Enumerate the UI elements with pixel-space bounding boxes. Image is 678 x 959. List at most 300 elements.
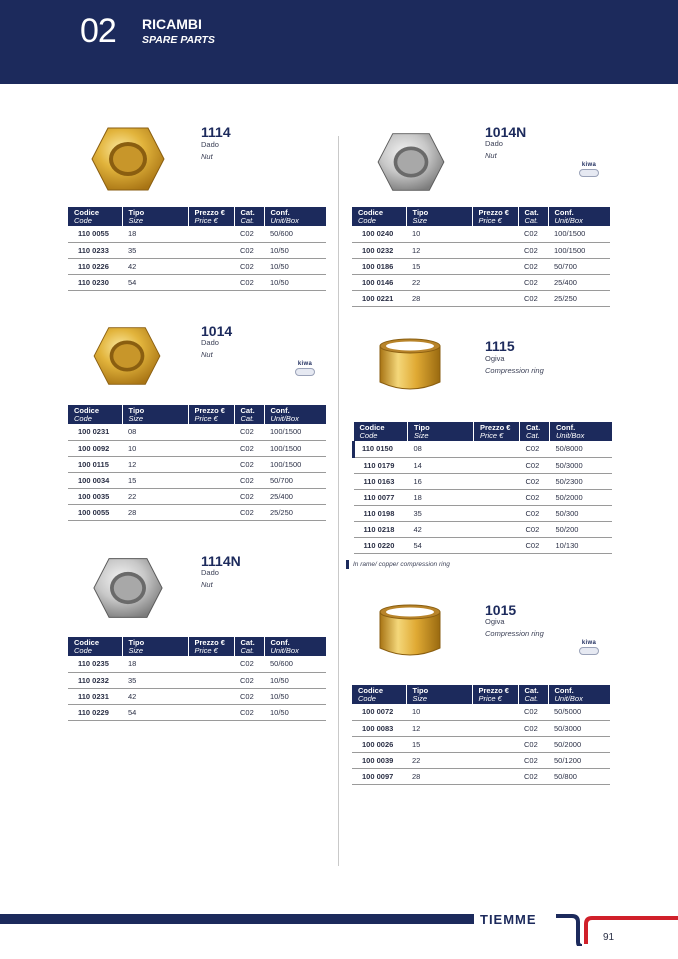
column-header-conf: [548, 685, 610, 704]
cell-cat: C02: [520, 537, 550, 553]
column-header-cat: [518, 207, 548, 226]
table-row: [68, 504, 326, 520]
table-row: [352, 242, 610, 258]
cell-cat: C02: [234, 488, 264, 504]
product-table-1014: [68, 405, 326, 521]
product-code-1114N: 1114N: [201, 553, 241, 569]
cell-box: 25/250: [264, 504, 326, 520]
cell-size: 15: [122, 472, 188, 488]
cell-cat: C02: [234, 472, 264, 488]
cell-box: 10/50: [264, 258, 326, 274]
table-row: [352, 258, 610, 274]
section-subtitle: SPARE PARTS: [142, 34, 215, 46]
product-name-1014N: Dado: [485, 139, 503, 148]
cell-code: 110 0235: [68, 656, 122, 672]
compression-ring-image: [374, 602, 446, 660]
page-header: [0, 0, 678, 84]
cell-box: 100/1500: [264, 424, 326, 440]
cell-box: 50/600: [264, 226, 326, 242]
product-table-1014N: [352, 207, 610, 307]
table-row: [352, 226, 610, 242]
column-divider: [338, 136, 339, 866]
table-row: [68, 274, 326, 290]
brass-nut-image: [92, 324, 162, 388]
cell-price: [188, 704, 234, 720]
product-name-1114: Dado: [201, 140, 219, 149]
cell-box: 50/5000: [548, 704, 610, 720]
table-header-row: [68, 637, 326, 656]
cell-price: [188, 274, 234, 290]
cell-price: [474, 521, 520, 537]
column-header-label: Cat.: [240, 638, 255, 647]
cell-cat: C02: [234, 672, 264, 688]
cell-code: 110 0218: [354, 521, 408, 537]
cell-price: [188, 440, 234, 456]
product-table-1114: [68, 207, 326, 291]
column-header-code: [352, 207, 406, 226]
cell-box: 50/200: [550, 521, 612, 537]
cell-code: 100 0232: [352, 242, 406, 258]
cell-size: 22: [122, 488, 188, 504]
cell-cat: C02: [520, 505, 550, 521]
product-name-1115: Ogiva: [485, 354, 505, 363]
cell-price: [188, 504, 234, 520]
cell-cat: C02: [518, 274, 548, 290]
cell-cat: C02: [234, 258, 264, 274]
cell-price: [472, 704, 518, 720]
column-header-label: Prezzo €: [478, 208, 509, 217]
cell-size: 35: [122, 242, 188, 258]
column-header-label: Tipo: [128, 638, 145, 647]
column-header-price: [472, 207, 518, 226]
cell-code: 110 0150: [354, 441, 408, 457]
cell-code: 100 0231: [68, 424, 122, 440]
column-header-code: [352, 685, 406, 704]
cell-code: 100 0072: [352, 704, 406, 720]
cell-size: 22: [406, 274, 472, 290]
cell-box: 50/600: [264, 656, 326, 672]
table-row: [352, 768, 610, 784]
cell-cat: C02: [234, 226, 264, 242]
column-header-code: [68, 405, 122, 424]
cell-cat: C02: [234, 704, 264, 720]
cell-size: 14: [408, 457, 474, 473]
cell-price: [188, 242, 234, 258]
column-header-type: [122, 637, 188, 656]
section-title: RICAMBI: [142, 16, 202, 32]
column-header-label: Conf.: [270, 406, 290, 415]
cell-size: 42: [408, 521, 474, 537]
column-header-label-en: Cat.: [526, 431, 540, 440]
cell-size: 28: [406, 768, 472, 784]
column-header-type: [122, 207, 188, 226]
cell-box: 50/1200: [548, 752, 610, 768]
cell-size: 42: [122, 258, 188, 274]
column-header-label: Cat.: [524, 208, 539, 217]
cell-price: [472, 242, 518, 258]
table-row: [352, 752, 610, 768]
column-header-label: Prezzo €: [478, 686, 509, 695]
table-row: [352, 274, 610, 290]
column-header-price: [472, 685, 518, 704]
cell-size: 10: [406, 226, 472, 242]
cell-size: 12: [406, 242, 472, 258]
cell-price: [474, 473, 520, 489]
table-row: [354, 505, 612, 521]
cell-cat: C02: [518, 720, 548, 736]
column-header-label-en: Size: [128, 646, 144, 655]
cell-size: 12: [406, 720, 472, 736]
kiwa-label: kiwa: [581, 640, 597, 646]
cell-price: [188, 688, 234, 704]
cell-box: 25/400: [548, 274, 610, 290]
cell-size: 10: [122, 440, 188, 456]
cell-size: 16: [408, 473, 474, 489]
column-header-price: [188, 637, 234, 656]
column-header-label-en: Unit/Box: [270, 414, 299, 423]
cell-price: [472, 768, 518, 784]
table-row: [354, 521, 612, 537]
table-row: [68, 704, 326, 720]
table-header-row: [68, 405, 326, 424]
cell-cat: C02: [518, 226, 548, 242]
product-code-1014: 1014: [201, 323, 233, 339]
cell-price: [188, 672, 234, 688]
cell-code: 100 0186: [352, 258, 406, 274]
cell-cat: C02: [234, 440, 264, 456]
cell-cat: C02: [520, 489, 550, 505]
cell-code: 110 0232: [68, 672, 122, 688]
kiwa-label: kiwa: [581, 162, 597, 168]
cell-price: [188, 424, 234, 440]
cell-size: 18: [122, 226, 188, 242]
cell-code: 100 0039: [352, 752, 406, 768]
cell-size: 28: [406, 290, 472, 306]
cell-box: 10/50: [264, 672, 326, 688]
cell-size: 12: [122, 456, 188, 472]
cell-price: [472, 720, 518, 736]
cell-code: 100 0092: [68, 440, 122, 456]
table-row: [68, 242, 326, 258]
column-header-label-en: Code: [74, 216, 92, 225]
column-header-cat: [234, 405, 264, 424]
column-header-label-en: Size: [412, 694, 428, 703]
cell-size: 22: [406, 752, 472, 768]
column-header-label-en: Price €: [194, 216, 218, 225]
product-name-en-1015: Compression ring: [485, 629, 544, 638]
cell-size: 15: [406, 258, 472, 274]
column-header-cat: [234, 637, 264, 656]
cell-box: 50/700: [548, 258, 610, 274]
cell-cat: C02: [234, 656, 264, 672]
cell-code: 100 0240: [352, 226, 406, 242]
column-header-label-en: Price €: [194, 646, 218, 655]
cell-size: 28: [122, 504, 188, 520]
column-header-label: Codice: [74, 208, 100, 217]
cell-code: 110 0179: [354, 457, 408, 473]
cell-code: 110 0055: [68, 226, 122, 242]
cell-cat: C02: [234, 688, 264, 704]
cell-code: 100 0034: [68, 472, 122, 488]
cell-box: 100/1500: [548, 242, 610, 258]
column-header-conf: [264, 207, 326, 226]
footer-bar: [0, 914, 474, 924]
column-header-type: [408, 422, 474, 441]
column-header-label: Conf.: [270, 638, 290, 647]
cell-box: 50/2300: [550, 473, 612, 489]
column-header-cat: [234, 207, 264, 226]
table-row: [354, 473, 612, 489]
cell-size: 18: [122, 656, 188, 672]
table-header-row: [352, 207, 610, 226]
cell-code: 110 0077: [354, 489, 408, 505]
compression-ring-image: [374, 336, 446, 394]
cell-cat: C02: [518, 768, 548, 784]
cell-size: 54: [122, 274, 188, 290]
cell-size: 42: [122, 688, 188, 704]
cell-code: 110 0163: [354, 473, 408, 489]
kiwa-certification-logo: [578, 162, 600, 182]
table-row: [354, 441, 612, 457]
product-name-en-1114: Nut: [201, 152, 213, 161]
silver-nut-image: [376, 130, 446, 194]
product-name-en-1114N: Nut: [201, 580, 213, 589]
cell-box: 10/50: [264, 242, 326, 258]
table-row: [352, 720, 610, 736]
cell-cat: C02: [520, 521, 550, 537]
cell-cat: C02: [234, 274, 264, 290]
cell-cat: C02: [518, 736, 548, 752]
table-row: [68, 258, 326, 274]
brand-swoosh-icon: [556, 914, 678, 946]
cell-box: 10/130: [550, 537, 612, 553]
cell-cat: C02: [518, 290, 548, 306]
cell-price: [472, 752, 518, 768]
product-code-1014N: 1014N: [485, 124, 527, 140]
table-row: [68, 456, 326, 472]
column-header-price: [188, 405, 234, 424]
column-header-label: Tipo: [128, 208, 145, 217]
table-row: [352, 704, 610, 720]
copper-note: [346, 560, 450, 569]
table-row: [68, 440, 326, 456]
column-header-label-en: Size: [128, 414, 144, 423]
cell-code: 100 0221: [352, 290, 406, 306]
column-header-label: Cat.: [526, 423, 541, 432]
column-header-label-en: Price €: [478, 694, 502, 703]
column-header-label-en: Price €: [480, 431, 504, 440]
column-header-label-en: Code: [358, 216, 376, 225]
product-code-1115: 1115: [485, 338, 515, 354]
column-header-label-en: Unit/Box: [270, 646, 299, 655]
cell-box: 100/1500: [264, 456, 326, 472]
column-header-label: Prezzo €: [194, 406, 225, 415]
column-header-label: Conf.: [556, 423, 576, 432]
cell-box: 50/3000: [548, 720, 610, 736]
column-header-label-en: Price €: [194, 414, 218, 423]
cell-cat: C02: [520, 457, 550, 473]
cell-cat: C02: [234, 424, 264, 440]
cell-price: [474, 505, 520, 521]
column-header-label-en: Code: [358, 694, 376, 703]
cell-price: [188, 226, 234, 242]
cell-price: [472, 226, 518, 242]
column-header-label: Cat.: [240, 406, 255, 415]
cell-price: [188, 456, 234, 472]
cell-code: 100 0083: [352, 720, 406, 736]
cell-code: 100 0026: [352, 736, 406, 752]
column-header-label: Tipo: [414, 423, 430, 432]
silver-nut-image: [92, 554, 164, 622]
cell-size: 10: [406, 704, 472, 720]
product-table-1115: [352, 422, 612, 554]
cell-size: 35: [122, 672, 188, 688]
column-header-label: Tipo: [412, 686, 429, 695]
column-header-label-en: Price €: [478, 216, 502, 225]
column-header-conf: [264, 405, 326, 424]
column-header-label: Conf.: [554, 686, 574, 695]
kiwa-label: kiwa: [297, 361, 313, 367]
table-row: [68, 656, 326, 672]
product-code-1114: 1114: [201, 124, 231, 140]
column-header-label-en: Cat.: [240, 646, 255, 655]
column-header-conf: [550, 422, 612, 441]
column-header-type: [122, 405, 188, 424]
column-header-type: [406, 207, 472, 226]
brass-nut-image: [90, 124, 166, 194]
cell-price: [474, 441, 520, 457]
cell-box: 50/8000: [550, 441, 612, 457]
table-row: [354, 457, 612, 473]
column-header-code: [68, 637, 122, 656]
cell-box: 10/50: [264, 704, 326, 720]
column-header-label: Codice: [358, 686, 384, 695]
column-header-label-en: Size: [412, 216, 428, 225]
column-header-label: Tipo: [412, 208, 429, 217]
column-header-label: Conf.: [270, 208, 290, 217]
cell-code: 100 0097: [352, 768, 406, 784]
cell-box: 10/50: [264, 688, 326, 704]
cell-cat: C02: [234, 456, 264, 472]
column-header-code: [68, 207, 122, 226]
column-header-type: [406, 685, 472, 704]
column-header-label-en: Code: [74, 414, 92, 423]
column-header-label-en: Unit/Box: [554, 216, 583, 225]
cell-code: 110 0226: [68, 258, 122, 274]
cell-cat: C02: [234, 504, 264, 520]
cell-cat: C02: [518, 704, 548, 720]
column-header-label-en: Unit/Box: [270, 216, 299, 225]
cell-box: 10/50: [264, 274, 326, 290]
product-name-1014: Dado: [201, 338, 219, 347]
product-table-1015: [352, 685, 610, 785]
column-header-label: Cat.: [524, 686, 539, 695]
cell-cat: C02: [518, 242, 548, 258]
kiwa-certification-logo: [578, 640, 600, 660]
product-name-en-1115: Compression ring: [485, 366, 544, 375]
kiwa-certification-logo: [294, 361, 316, 381]
column-header-label: Cat.: [240, 208, 255, 217]
product-code-1015: 1015: [485, 602, 517, 618]
cell-box: 50/300: [550, 505, 612, 521]
table-header-row: [68, 207, 326, 226]
cell-code: 100 0146: [352, 274, 406, 290]
column-header-label: Codice: [74, 638, 100, 647]
product-table-1114N: [68, 637, 326, 721]
column-header-label-en: Cat.: [524, 216, 539, 225]
table-row: [354, 489, 612, 505]
table-row: [352, 736, 610, 752]
column-header-label: Tipo: [128, 406, 145, 415]
cell-size: 35: [408, 505, 474, 521]
cell-code: 100 0115: [68, 456, 122, 472]
table-row: [68, 488, 326, 504]
cell-size: 08: [408, 441, 474, 457]
page-number: 91: [603, 932, 615, 943]
column-header-label: Prezzo €: [480, 423, 511, 432]
table-row: [68, 424, 326, 440]
cell-size: 54: [408, 537, 474, 553]
cell-cat: C02: [234, 242, 264, 258]
cell-box: 50/700: [264, 472, 326, 488]
column-header-label-en: Cat.: [240, 216, 255, 225]
cell-code: 110 0233: [68, 242, 122, 258]
cell-code: 110 0229: [68, 704, 122, 720]
cell-size: 54: [122, 704, 188, 720]
column-header-label-en: Cat.: [524, 694, 539, 703]
column-header-label-en: Code: [359, 431, 378, 440]
cell-box: 100/1500: [548, 226, 610, 242]
cell-price: [472, 258, 518, 274]
cell-code: 100 0055: [68, 504, 122, 520]
section-number: 02: [80, 12, 116, 50]
cell-price: [472, 290, 518, 306]
column-header-label-en: Size: [414, 431, 429, 440]
column-header-label-en: Size: [128, 216, 144, 225]
column-header-conf: [548, 207, 610, 226]
cell-box: 50/2000: [550, 489, 612, 505]
cell-code: 110 0220: [354, 537, 408, 553]
product-name-1114N: Dado: [201, 568, 219, 577]
product-name-en-1014: Nut: [201, 350, 213, 359]
column-header-cat: [518, 685, 548, 704]
cell-code: 110 0230: [68, 274, 122, 290]
cell-price: [188, 488, 234, 504]
column-header-label-en: Cat.: [240, 414, 255, 423]
cell-cat: C02: [520, 473, 550, 489]
cell-price: [188, 656, 234, 672]
cell-size: 15: [406, 736, 472, 752]
cell-box: 50/2000: [548, 736, 610, 752]
cell-price: [472, 736, 518, 752]
column-header-label-en: Unit/Box: [554, 694, 583, 703]
table-row: [68, 672, 326, 688]
cell-size: 08: [122, 424, 188, 440]
column-header-label: Codice: [358, 208, 384, 217]
table-header-row: [354, 422, 612, 441]
brand-logo: TIEMME: [480, 912, 537, 927]
cell-box: 50/3000: [550, 457, 612, 473]
cell-price: [474, 489, 520, 505]
cell-box: 25/400: [264, 488, 326, 504]
cell-size: 18: [408, 489, 474, 505]
table-row: [352, 290, 610, 306]
cell-price: [188, 472, 234, 488]
cell-cat: C02: [518, 752, 548, 768]
column-header-label: Prezzo €: [194, 208, 225, 217]
cell-cat: C02: [518, 258, 548, 274]
cell-cat: C02: [520, 441, 550, 457]
